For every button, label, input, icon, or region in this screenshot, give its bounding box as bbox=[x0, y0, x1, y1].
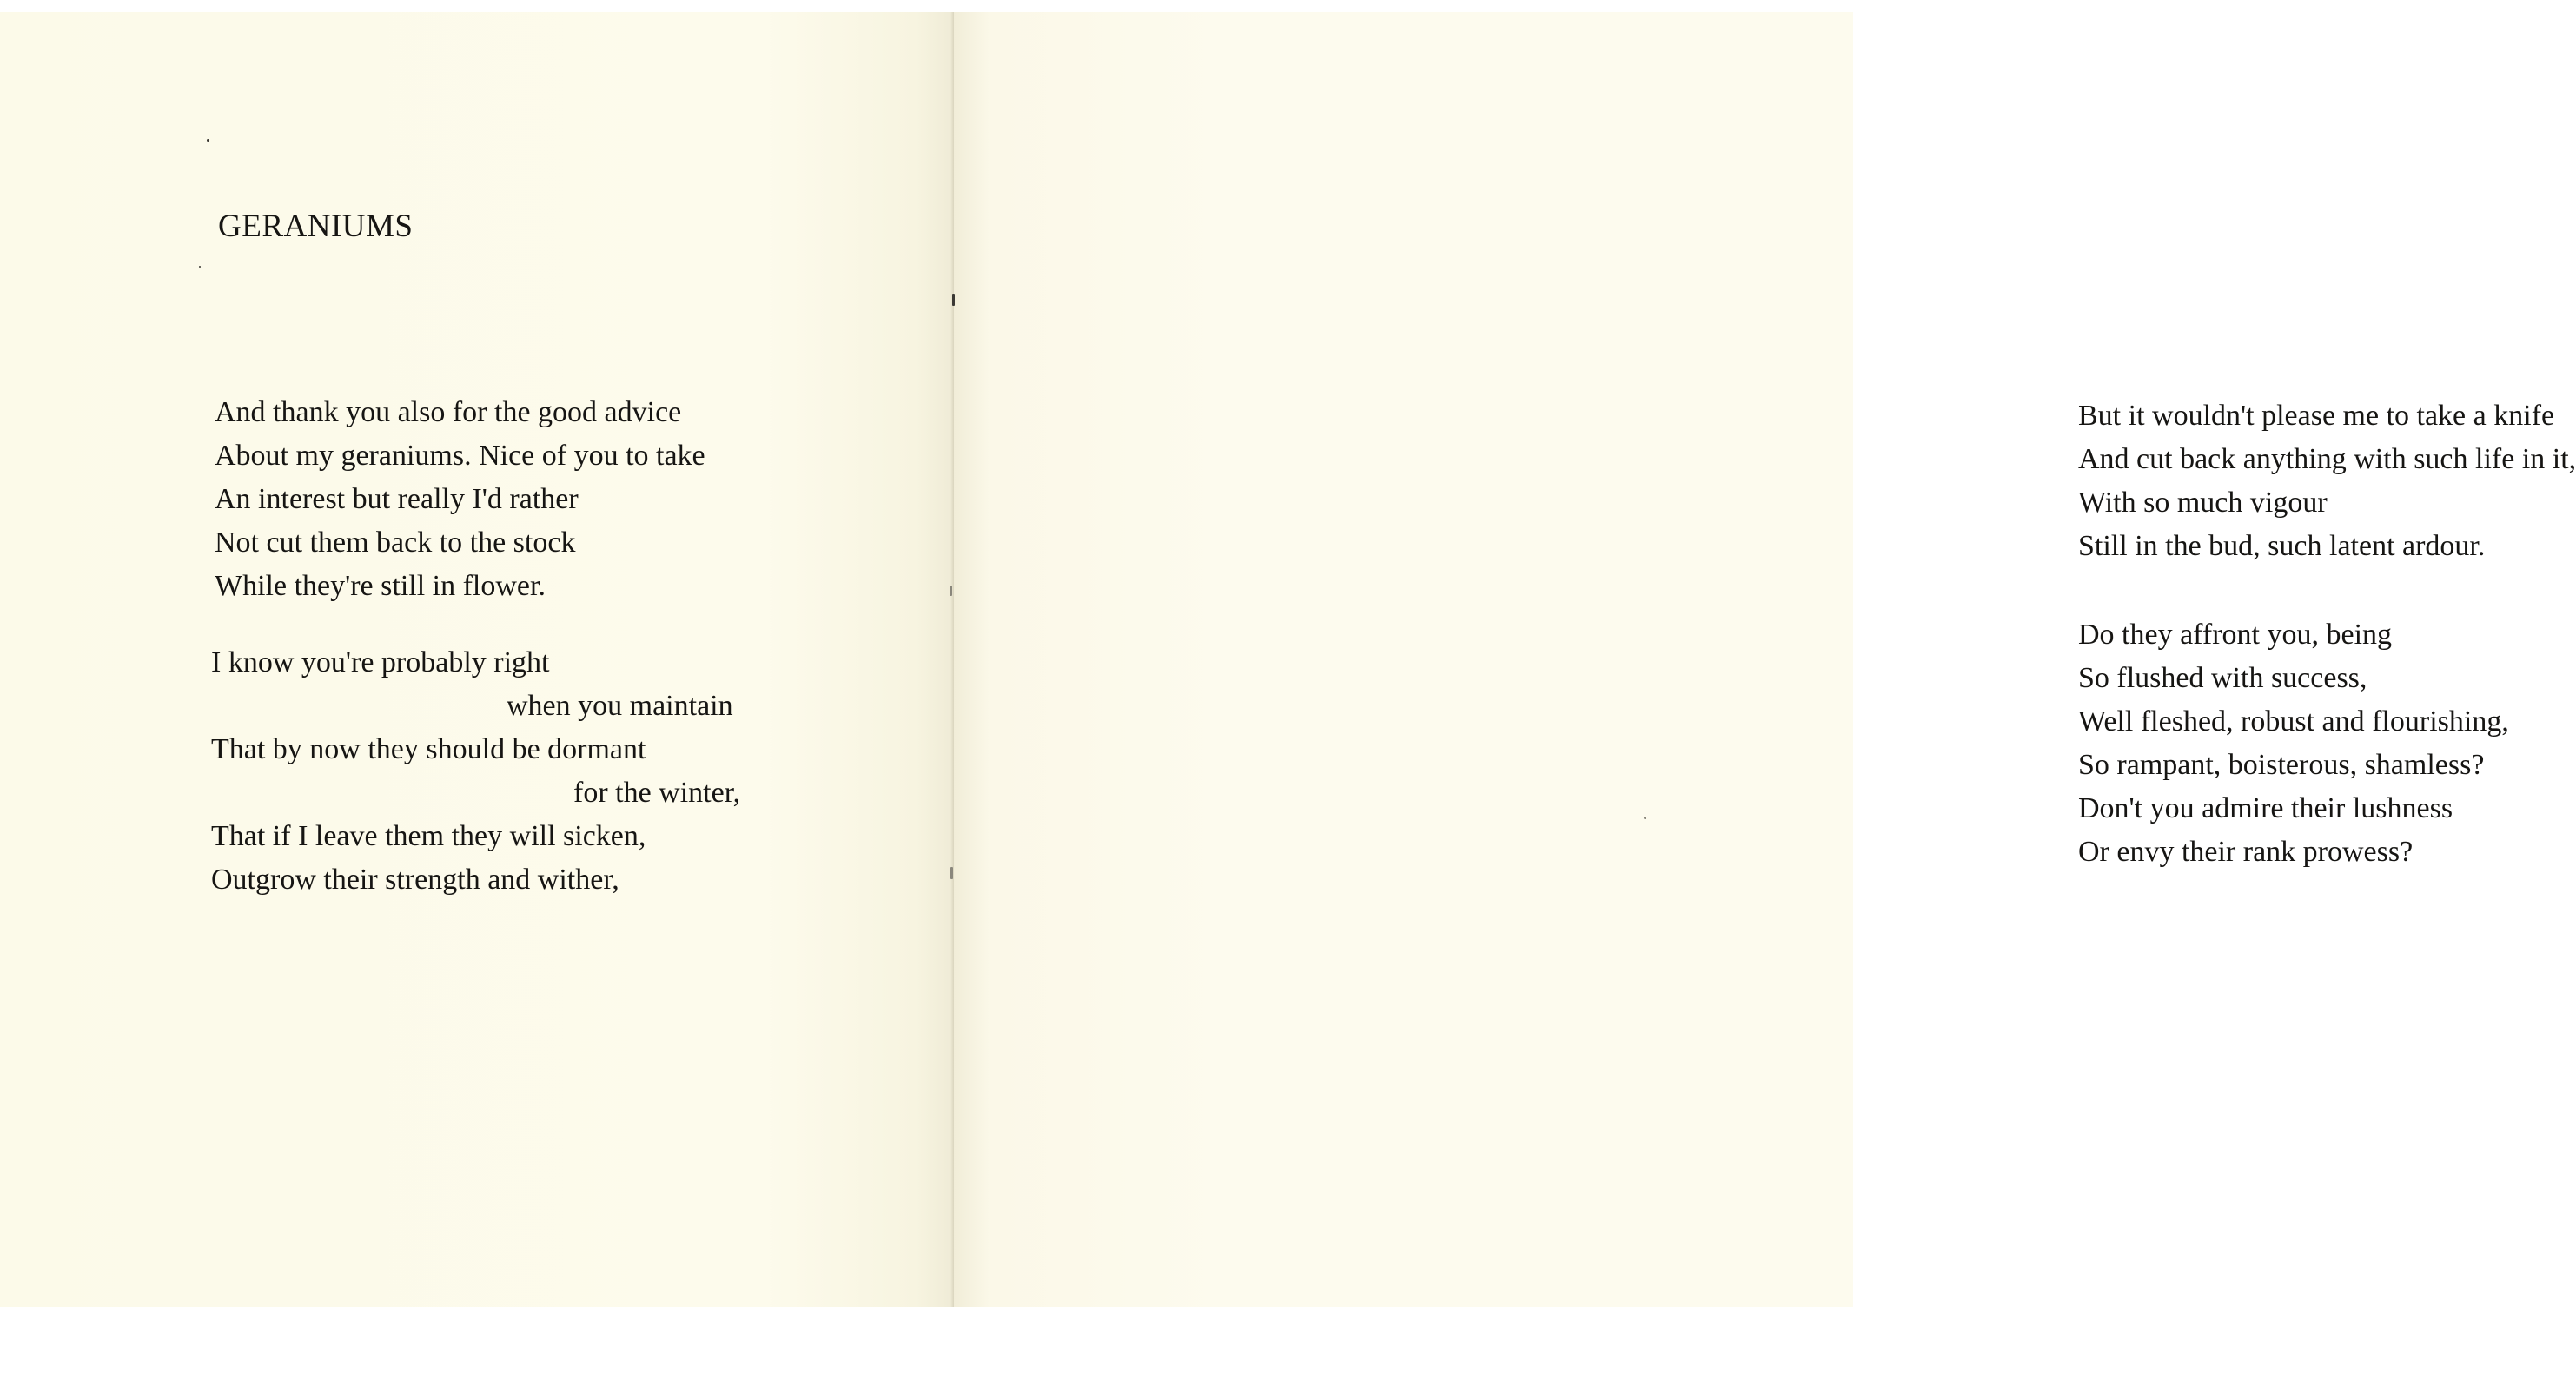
right-stanza-2 bbox=[2078, 613, 2509, 874]
paper-speck bbox=[950, 586, 952, 596]
paper-speck bbox=[950, 867, 953, 879]
paper-speck bbox=[207, 139, 209, 142]
poem-line: So flushed with success, bbox=[2078, 662, 2367, 694]
poem-line: Do they affront you, being bbox=[2078, 619, 2393, 651]
left-stanza-1 bbox=[215, 391, 705, 608]
poem-line: I know you're probably right bbox=[211, 646, 550, 678]
poem-line: Or envy their rank prowess? bbox=[2078, 836, 2414, 868]
paper-speck bbox=[1644, 817, 1646, 819]
poem-title: GERANIUMS bbox=[218, 208, 414, 244]
poem-line: While they're still in flower. bbox=[215, 570, 546, 602]
poem-line: But it wouldn't please me to take a knife bbox=[2078, 400, 2555, 432]
poem-line: Don't you admire their lushness bbox=[2078, 792, 2453, 824]
poem-line: Outgrow their strength and wither, bbox=[211, 864, 619, 896]
poem-line-indented: when you maintain bbox=[507, 690, 733, 722]
poem-line: And cut back anything with such life in it, bbox=[2078, 443, 2576, 475]
right-stanza-1 bbox=[2078, 394, 2576, 568]
poem-line: So rampant, boisterous, shamless? bbox=[2078, 749, 2485, 781]
right-page bbox=[954, 12, 2576, 1307]
paper-speck bbox=[199, 266, 201, 268]
poem-line: With so much vigour bbox=[2078, 486, 2328, 519]
poem-line-indented: for the winter, bbox=[573, 777, 741, 809]
poem-line: And thank you also for the good advice bbox=[215, 396, 682, 428]
poem-line: About my geraniums. Nice of you to take bbox=[215, 440, 705, 472]
poem-line: Not cut them back to the stock bbox=[215, 526, 576, 559]
left-stanza-2 bbox=[211, 641, 740, 902]
poem-line: Well fleshed, robust and flourishing, bbox=[2078, 705, 2509, 738]
book-spread bbox=[0, 12, 2576, 1307]
paper-speck bbox=[952, 294, 955, 306]
poem-line: That by now they should be dormant bbox=[211, 733, 646, 765]
poem-line: An interest but really I'd rather bbox=[215, 483, 579, 515]
poem-line: That if I leave them they will sicken, bbox=[211, 820, 646, 852]
left-page bbox=[0, 12, 954, 1307]
poem-line: Still in the bud, such latent ardour. bbox=[2078, 530, 2486, 562]
